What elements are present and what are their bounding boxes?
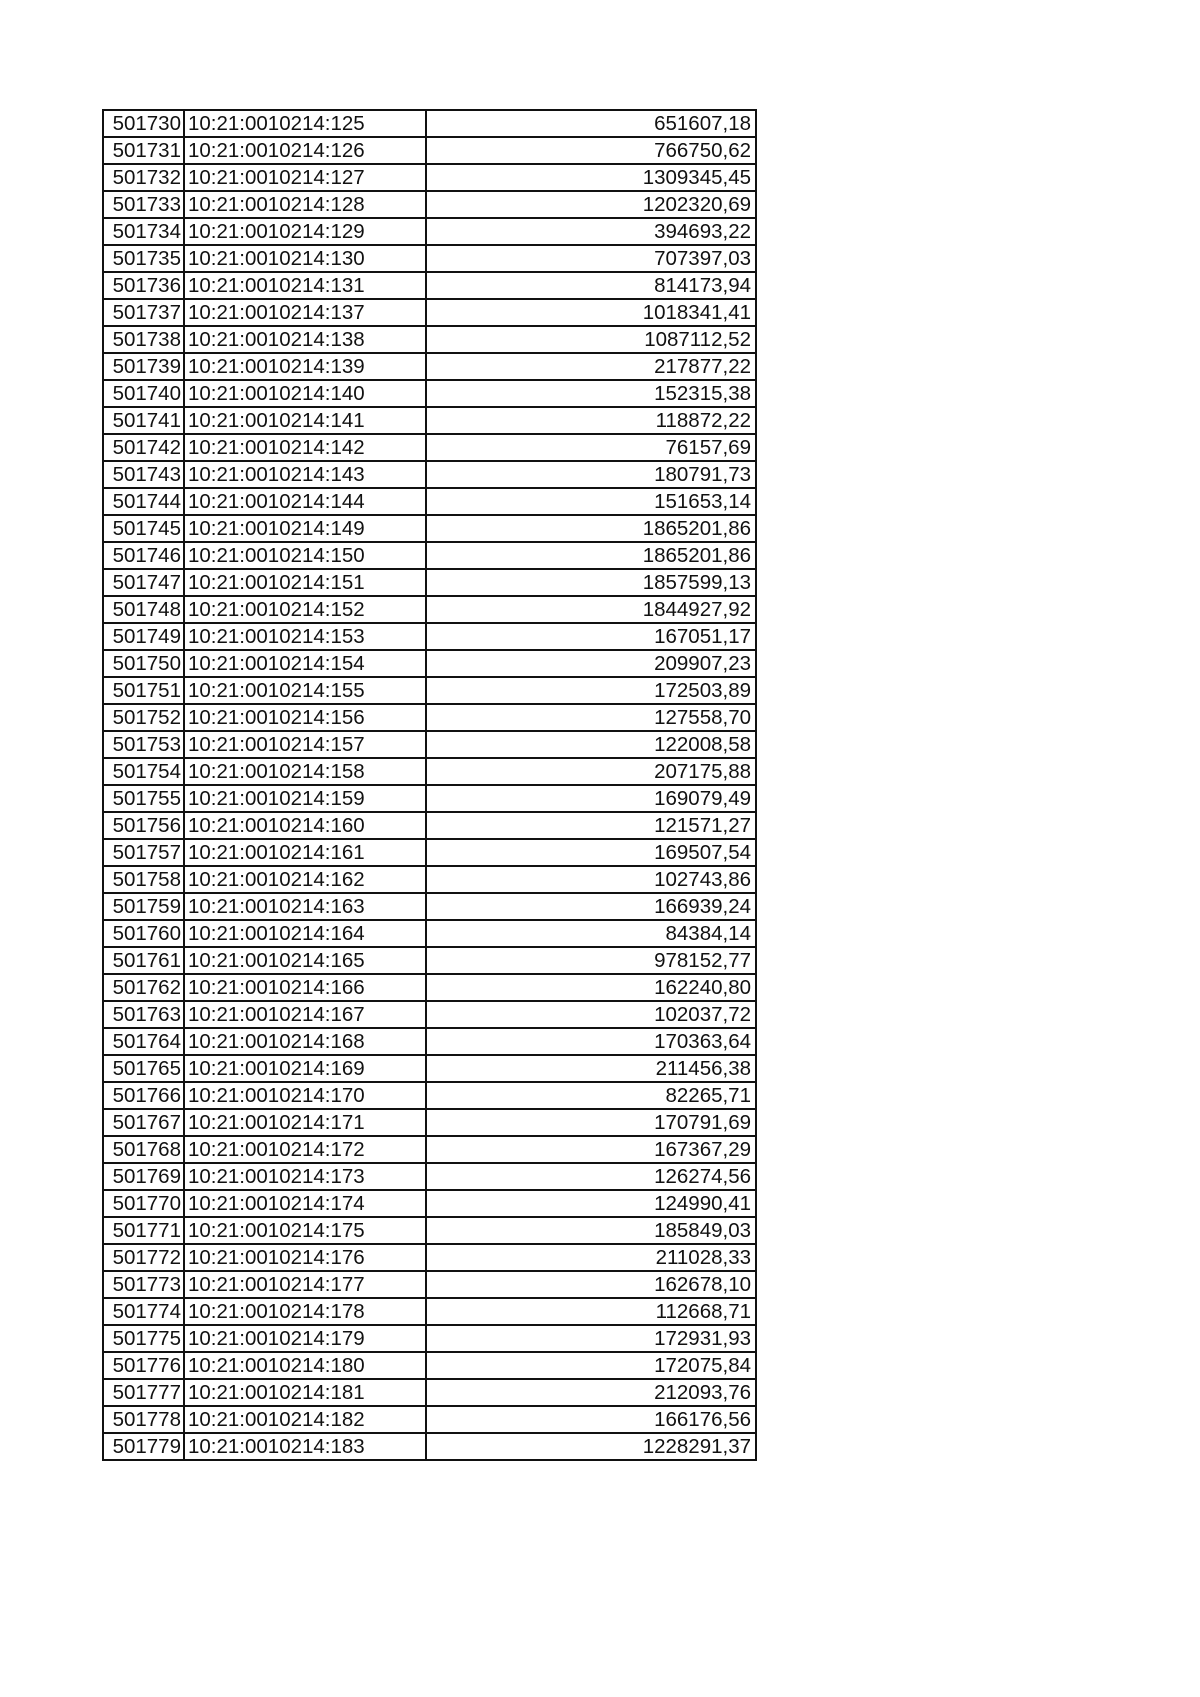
value-cell: 978152,77 [426, 947, 756, 974]
cadastral-number-cell: 10:21:0010214:125 [184, 110, 426, 137]
value-cell: 169079,49 [426, 785, 756, 812]
row-id-cell: 501760 [103, 920, 184, 947]
row-id-cell: 501752 [103, 704, 184, 731]
row-id-cell: 501746 [103, 542, 184, 569]
table-row [103, 353, 756, 380]
cadastral-number-cell: 10:21:0010214:181 [184, 1379, 426, 1406]
cadastral-number-cell: 10:21:0010214:151 [184, 569, 426, 596]
cadastral-number-cell: 10:21:0010214:140 [184, 380, 426, 407]
cadastral-number-cell: 10:21:0010214:168 [184, 1028, 426, 1055]
row-id-cell: 501738 [103, 326, 184, 353]
table-row [103, 218, 756, 245]
cadastral-number-cell: 10:21:0010214:160 [184, 812, 426, 839]
value-cell: 124990,41 [426, 1190, 756, 1217]
cadastral-number-cell: 10:21:0010214:126 [184, 137, 426, 164]
row-id-cell: 501736 [103, 272, 184, 299]
cadastral-number-cell: 10:21:0010214:161 [184, 839, 426, 866]
value-cell: 172931,93 [426, 1325, 756, 1352]
cadastral-number-cell: 10:21:0010214:141 [184, 407, 426, 434]
value-cell: 76157,69 [426, 434, 756, 461]
table-row [103, 272, 756, 299]
table-row [103, 110, 756, 137]
table-row [103, 1055, 756, 1082]
table-row [103, 974, 756, 1001]
row-id-cell: 501754 [103, 758, 184, 785]
row-id-cell: 501764 [103, 1028, 184, 1055]
cadastral-number-cell: 10:21:0010214:130 [184, 245, 426, 272]
cadastral-number-cell: 10:21:0010214:183 [184, 1433, 426, 1460]
cadastral-number-cell: 10:21:0010214:170 [184, 1082, 426, 1109]
value-cell: 170791,69 [426, 1109, 756, 1136]
row-id-cell: 501757 [103, 839, 184, 866]
row-id-cell: 501765 [103, 1055, 184, 1082]
cadastral-number-cell: 10:21:0010214:176 [184, 1244, 426, 1271]
value-cell: 207175,88 [426, 758, 756, 785]
value-cell: 167367,29 [426, 1136, 756, 1163]
cadastral-number-cell: 10:21:0010214:149 [184, 515, 426, 542]
row-id-cell: 501778 [103, 1406, 184, 1433]
row-id-cell: 501769 [103, 1163, 184, 1190]
table-row [103, 1406, 756, 1433]
table-row [103, 812, 756, 839]
value-cell: 127558,70 [426, 704, 756, 731]
table-row [103, 299, 756, 326]
value-cell: 167051,17 [426, 623, 756, 650]
row-id-cell: 501734 [103, 218, 184, 245]
value-cell: 217877,22 [426, 353, 756, 380]
row-id-cell: 501750 [103, 650, 184, 677]
table-row [103, 677, 756, 704]
value-cell: 1844927,92 [426, 596, 756, 623]
row-id-cell: 501732 [103, 164, 184, 191]
row-id-cell: 501733 [103, 191, 184, 218]
table-row [103, 1190, 756, 1217]
cadastral-number-cell: 10:21:0010214:162 [184, 866, 426, 893]
cadastral-number-cell: 10:21:0010214:143 [184, 461, 426, 488]
cadastral-number-cell: 10:21:0010214:165 [184, 947, 426, 974]
value-cell: 152315,38 [426, 380, 756, 407]
cadastral-number-cell: 10:21:0010214:152 [184, 596, 426, 623]
data-table [102, 109, 757, 1461]
table-row [103, 1136, 756, 1163]
table-row [103, 461, 756, 488]
table-row [103, 785, 756, 812]
cadastral-number-cell: 10:21:0010214:154 [184, 650, 426, 677]
table-row [103, 407, 756, 434]
value-cell: 1228291,37 [426, 1433, 756, 1460]
value-cell: 211456,38 [426, 1055, 756, 1082]
value-cell: 707397,03 [426, 245, 756, 272]
value-cell: 814173,94 [426, 272, 756, 299]
row-id-cell: 501731 [103, 137, 184, 164]
value-cell: 1865201,86 [426, 542, 756, 569]
value-cell: 1018341,41 [426, 299, 756, 326]
table-row [103, 1109, 756, 1136]
cadastral-number-cell: 10:21:0010214:182 [184, 1406, 426, 1433]
cadastral-number-cell: 10:21:0010214:153 [184, 623, 426, 650]
table-row [103, 704, 756, 731]
table-body [103, 110, 756, 1460]
cadastral-number-cell: 10:21:0010214:163 [184, 893, 426, 920]
row-id-cell: 501770 [103, 1190, 184, 1217]
table-row [103, 1433, 756, 1460]
row-id-cell: 501763 [103, 1001, 184, 1028]
row-id-cell: 501761 [103, 947, 184, 974]
row-id-cell: 501744 [103, 488, 184, 515]
cadastral-number-cell: 10:21:0010214:156 [184, 704, 426, 731]
cadastral-number-cell: 10:21:0010214:169 [184, 1055, 426, 1082]
row-id-cell: 501773 [103, 1271, 184, 1298]
value-cell: 118872,22 [426, 407, 756, 434]
table-row [103, 542, 756, 569]
cadastral-number-cell: 10:21:0010214:175 [184, 1217, 426, 1244]
row-id-cell: 501775 [103, 1325, 184, 1352]
cadastral-number-cell: 10:21:0010214:172 [184, 1136, 426, 1163]
value-cell: 102037,72 [426, 1001, 756, 1028]
row-id-cell: 501740 [103, 380, 184, 407]
value-cell: 112668,71 [426, 1298, 756, 1325]
row-id-cell: 501755 [103, 785, 184, 812]
row-id-cell: 501771 [103, 1217, 184, 1244]
table-row [103, 596, 756, 623]
cadastral-number-cell: 10:21:0010214:179 [184, 1325, 426, 1352]
table-row [103, 893, 756, 920]
value-cell: 122008,58 [426, 731, 756, 758]
value-cell: 180791,73 [426, 461, 756, 488]
row-id-cell: 501743 [103, 461, 184, 488]
value-cell: 185849,03 [426, 1217, 756, 1244]
cadastral-number-cell: 10:21:0010214:158 [184, 758, 426, 785]
value-cell: 151653,14 [426, 488, 756, 515]
value-cell: 394693,22 [426, 218, 756, 245]
table-row [103, 326, 756, 353]
row-id-cell: 501777 [103, 1379, 184, 1406]
cadastral-number-cell: 10:21:0010214:139 [184, 353, 426, 380]
value-cell: 1202320,69 [426, 191, 756, 218]
row-id-cell: 501748 [103, 596, 184, 623]
table-row [103, 434, 756, 461]
row-id-cell: 501742 [103, 434, 184, 461]
cadastral-number-cell: 10:21:0010214:159 [184, 785, 426, 812]
table-row [103, 920, 756, 947]
value-cell: 84384,14 [426, 920, 756, 947]
row-id-cell: 501737 [103, 299, 184, 326]
value-cell: 121571,27 [426, 812, 756, 839]
row-id-cell: 501774 [103, 1298, 184, 1325]
row-id-cell: 501739 [103, 353, 184, 380]
cadastral-number-cell: 10:21:0010214:164 [184, 920, 426, 947]
cadastral-number-cell: 10:21:0010214:155 [184, 677, 426, 704]
table-row [103, 569, 756, 596]
table-row [103, 245, 756, 272]
value-cell: 651607,18 [426, 110, 756, 137]
row-id-cell: 501741 [103, 407, 184, 434]
table-row [103, 839, 756, 866]
cadastral-number-cell: 10:21:0010214:131 [184, 272, 426, 299]
row-id-cell: 501735 [103, 245, 184, 272]
table-row [103, 164, 756, 191]
value-cell: 172075,84 [426, 1352, 756, 1379]
row-id-cell: 501747 [103, 569, 184, 596]
cadastral-number-cell: 10:21:0010214:144 [184, 488, 426, 515]
value-cell: 172503,89 [426, 677, 756, 704]
cadastral-number-cell: 10:21:0010214:173 [184, 1163, 426, 1190]
cadastral-number-cell: 10:21:0010214:180 [184, 1352, 426, 1379]
table-row [103, 1163, 756, 1190]
value-cell: 1857599,13 [426, 569, 756, 596]
table-row [103, 731, 756, 758]
row-id-cell: 501772 [103, 1244, 184, 1271]
value-cell: 162678,10 [426, 1271, 756, 1298]
row-id-cell: 501753 [103, 731, 184, 758]
value-cell: 170363,64 [426, 1028, 756, 1055]
table-row [103, 650, 756, 677]
cadastral-number-cell: 10:21:0010214:167 [184, 1001, 426, 1028]
table-row [103, 1325, 756, 1352]
row-id-cell: 501749 [103, 623, 184, 650]
row-id-cell: 501758 [103, 866, 184, 893]
row-id-cell: 501762 [103, 974, 184, 1001]
table-row [103, 1217, 756, 1244]
table-row [103, 137, 756, 164]
row-id-cell: 501768 [103, 1136, 184, 1163]
value-cell: 126274,56 [426, 1163, 756, 1190]
value-cell: 1865201,86 [426, 515, 756, 542]
table-row [103, 1379, 756, 1406]
table-row [103, 623, 756, 650]
cadastral-number-cell: 10:21:0010214:177 [184, 1271, 426, 1298]
cadastral-number-cell: 10:21:0010214:137 [184, 299, 426, 326]
cadastral-number-cell: 10:21:0010214:166 [184, 974, 426, 1001]
value-cell: 169507,54 [426, 839, 756, 866]
table-row [103, 1298, 756, 1325]
value-cell: 82265,71 [426, 1082, 756, 1109]
cadastral-number-cell: 10:21:0010214:127 [184, 164, 426, 191]
value-cell: 1087112,52 [426, 326, 756, 353]
table-row [103, 758, 756, 785]
value-cell: 166176,56 [426, 1406, 756, 1433]
table-row [103, 515, 756, 542]
table-row [103, 866, 756, 893]
cadastral-number-cell: 10:21:0010214:178 [184, 1298, 426, 1325]
value-cell: 212093,76 [426, 1379, 756, 1406]
value-cell: 102743,86 [426, 866, 756, 893]
row-id-cell: 501745 [103, 515, 184, 542]
row-id-cell: 501759 [103, 893, 184, 920]
table-row [103, 947, 756, 974]
cadastral-number-cell: 10:21:0010214:142 [184, 434, 426, 461]
value-cell: 766750,62 [426, 137, 756, 164]
row-id-cell: 501751 [103, 677, 184, 704]
cadastral-number-cell: 10:21:0010214:171 [184, 1109, 426, 1136]
row-id-cell: 501766 [103, 1082, 184, 1109]
cadastral-number-cell: 10:21:0010214:138 [184, 326, 426, 353]
row-id-cell: 501767 [103, 1109, 184, 1136]
row-id-cell: 501730 [103, 110, 184, 137]
table-row [103, 488, 756, 515]
value-cell: 1309345,45 [426, 164, 756, 191]
row-id-cell: 501776 [103, 1352, 184, 1379]
row-id-cell: 501756 [103, 812, 184, 839]
table-row [103, 1244, 756, 1271]
cadastral-number-cell: 10:21:0010214:157 [184, 731, 426, 758]
table-row [103, 1271, 756, 1298]
value-cell: 166939,24 [426, 893, 756, 920]
table-row [103, 1001, 756, 1028]
value-cell: 211028,33 [426, 1244, 756, 1271]
table-row [103, 1028, 756, 1055]
cadastral-number-cell: 10:21:0010214:150 [184, 542, 426, 569]
table-row [103, 380, 756, 407]
table-row [103, 191, 756, 218]
cadastral-number-cell: 10:21:0010214:174 [184, 1190, 426, 1217]
cadastral-number-cell: 10:21:0010214:129 [184, 218, 426, 245]
row-id-cell: 501779 [103, 1433, 184, 1460]
table-row [103, 1082, 756, 1109]
cadastral-number-cell: 10:21:0010214:128 [184, 191, 426, 218]
table-row [103, 1352, 756, 1379]
value-cell: 162240,80 [426, 974, 756, 1001]
value-cell: 209907,23 [426, 650, 756, 677]
